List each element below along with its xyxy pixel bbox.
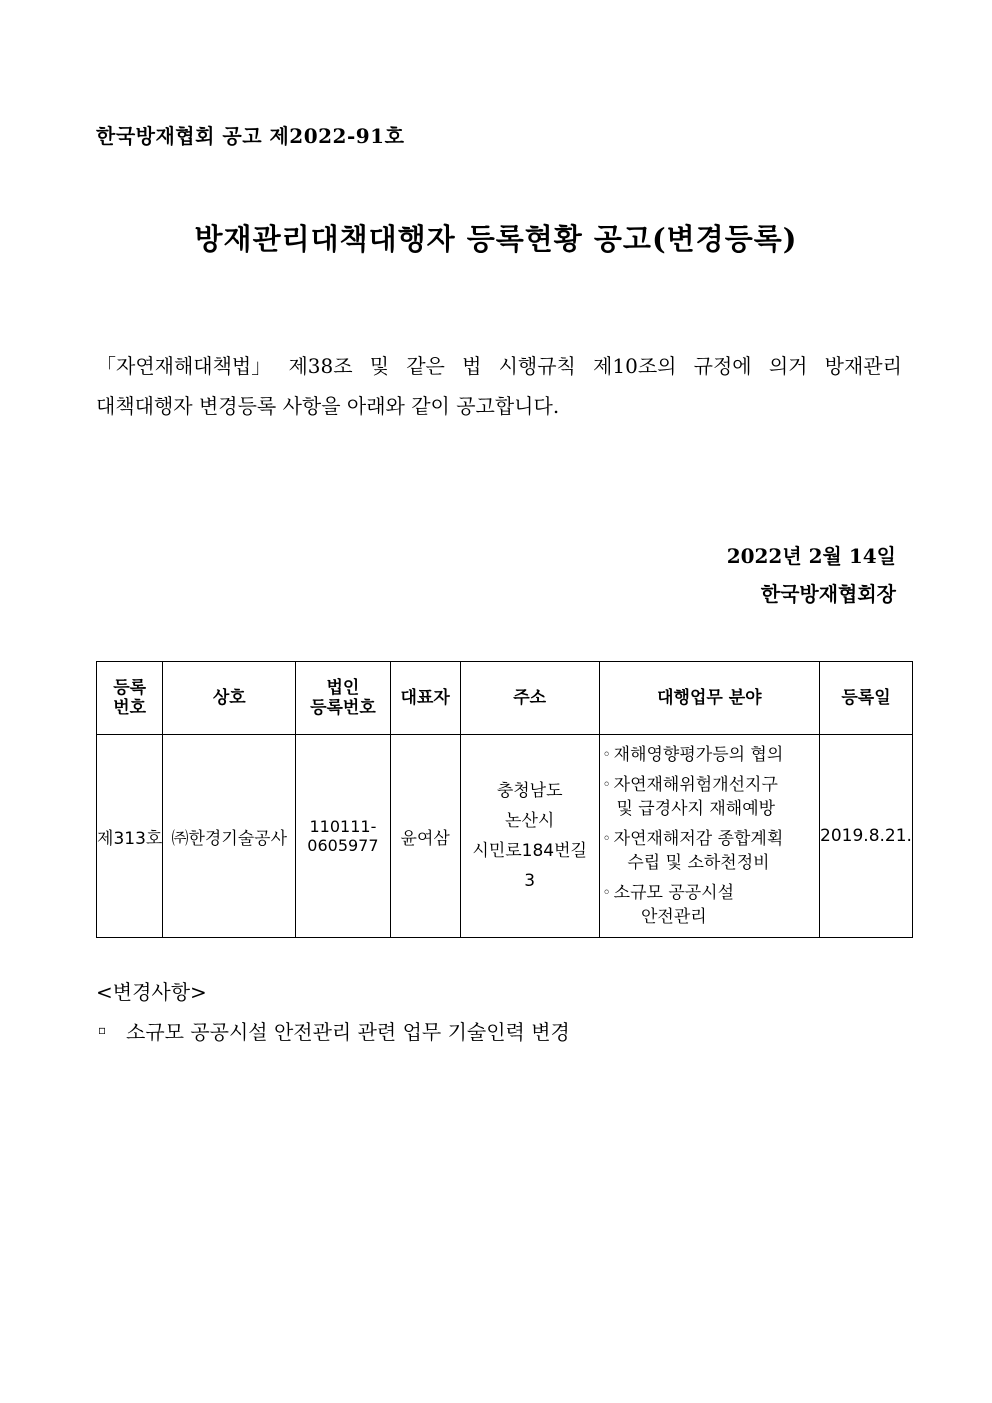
body-word: 의거 [768,354,808,378]
header-address: 주소 [460,662,599,735]
bullet-icon: ◦ [602,747,611,763]
body-word: 법 [462,354,482,378]
square-bullet-icon: ▫ [98,1023,107,1037]
header-reg-date: 등록일 [820,662,913,735]
table-header-row [97,662,913,735]
issuer: 한국방재협회장 [760,582,896,606]
body-word: 시행규칙 [498,354,576,378]
changes-text: 소규모 공공시설 안전관리 관련 업무 기술인력 변경 [126,1020,570,1044]
header-fields: 대행업무 분야 [599,662,819,735]
header-text: 번호 [113,698,147,718]
cell-fields [599,735,819,938]
cell-company: ㈜한경기술공사 [163,735,296,938]
bullet-icon: ◦ [602,885,611,901]
body-word: 같은 [406,354,445,378]
field-text: 안전관리 [640,907,707,927]
body-word: 및 [369,354,390,378]
body-word: 제38조 [288,354,353,378]
corp-no-part: 0605977 [307,836,379,855]
header-corp-no [296,662,391,735]
header-reg-no [97,662,163,735]
header-text: 등록 [113,678,147,698]
field-text: 자연재해위험개선지구 [613,775,778,795]
header-text: 등록번호 [310,698,376,718]
corp-no-part: 110111- [309,817,377,836]
table-row [97,735,913,938]
body-line-1 [96,346,902,386]
document-title: 방재관리대책대행자 등록현황 공고(변경등록) [194,222,798,256]
header-ceo: 대표자 [390,662,460,735]
field-text: 소규모 공공시설 [613,883,735,903]
field-text: 및 급경사지 재해예방 [616,799,776,819]
notice-number: 한국방재협회 공고 제2022-91호 [96,124,405,148]
body-word: 제10조의 [593,354,677,378]
body-paragraph [96,346,902,426]
cell-address [460,735,599,938]
header-company: 상호 [163,662,296,735]
notice-date: 2022년 2월 14일 [726,544,896,568]
cell-ceo: 윤여삼 [390,735,460,938]
body-word: 「자연재해대책법」 [96,354,272,378]
cell-corp-no [296,735,391,938]
address-line: 시민로184번길 [472,841,587,861]
field-item [600,881,819,929]
field-text: 수립 및 소하천정비 [627,853,770,873]
changes-item [98,1016,570,1045]
changes-label: <변경사항> [96,980,207,1004]
cell-reg-no: 제313호 [97,735,163,938]
body-word: 규정에 [693,354,752,378]
header-text: 법인 [326,678,360,698]
address-line: 충청남도 [496,781,563,801]
bullet-icon: ◦ [602,777,611,793]
body-word: 방재관리 [824,354,902,378]
registration-table [96,661,913,938]
field-item [600,827,819,875]
field-item [600,743,819,767]
field-item [600,773,819,821]
cell-reg-date: 2019.8.21. [820,735,913,938]
field-text: 자연재해저감 종합계획 [613,829,784,849]
bullet-icon: ◦ [602,831,611,847]
address-line: 3 [524,871,536,891]
address-line: 논산시 [505,811,555,831]
field-text: 재해영향평가등의 협의 [613,745,784,765]
body-line-2: 대책대행자 변경등록 사항을 아래와 같이 공고합니다. [96,394,560,418]
